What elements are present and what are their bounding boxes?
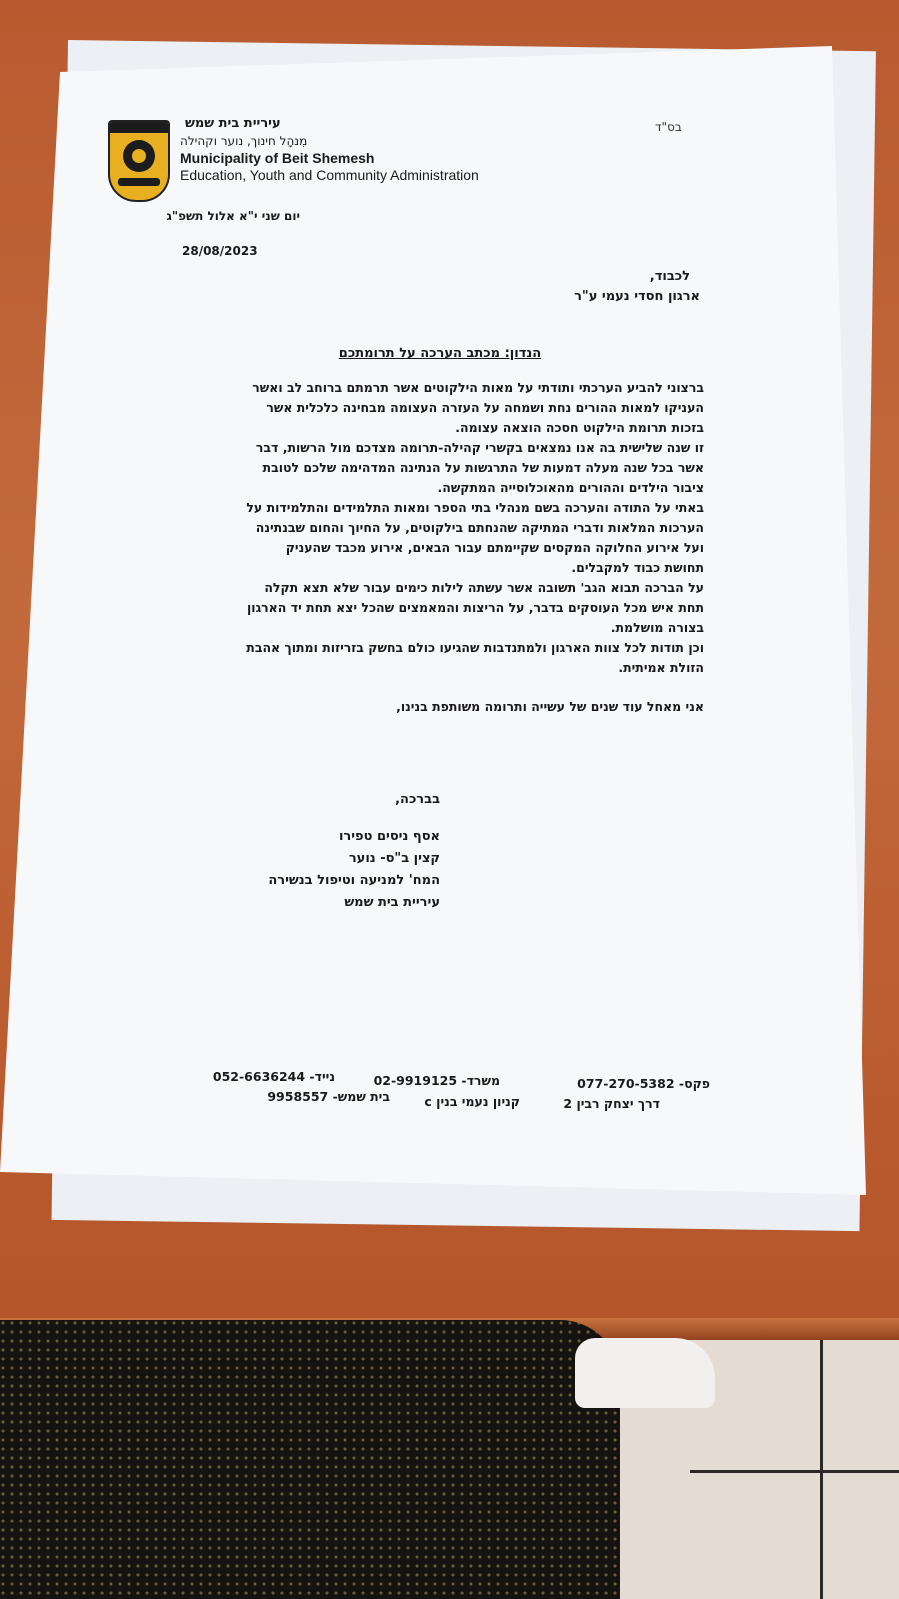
body-line: ציבור הילדים וההורים מהאוכלוסייה המתקשה. <box>437 480 704 495</box>
body-line: העניקו למאות ההורים נחת ושמחה על העזרה העצומה מבחינה כלכלית אשר <box>266 400 704 415</box>
body-line: ועל אירוע החלוקה המקסים שקיימתם עבור הבאים, אירוע מכבד שהעניק <box>285 540 704 555</box>
municipality-name-he: עיריית בית שמש <box>185 116 281 131</box>
footer-mobile: נייד- 052-6636244 <box>212 1069 335 1084</box>
white-shoe <box>575 1338 715 1408</box>
municipality-logo <box>108 120 170 202</box>
gregorian-date: 28/08/2023 <box>182 244 258 258</box>
body-line: אשר בכל שנה מעלה דמעות של התרגשות על הנתינה המדהימה שלכם לטובת <box>262 460 704 475</box>
municipality-name-en: Municipality of Beit Shemesh <box>180 150 375 166</box>
body-line: אני מאחל עוד שנים של עשייה ותרומה משותפת בנינו, <box>396 699 704 714</box>
recipient-name: ארגון חסדי נעמי ע"ר <box>574 289 700 304</box>
body-line: על הברכה תבוא הגב' תשובה אשר עשתה לילות כימים עבור שלא תצא תקלה <box>264 580 704 595</box>
footer-address-building: קניון נעמי בנין c <box>424 1094 520 1109</box>
subject-line: הנדון: מכתב הערכה על תרומתכם <box>338 346 542 361</box>
body-line: תחושת כבוד למקבלים. <box>571 560 704 575</box>
footer-address-city: בית שמש- 9958557 <box>267 1089 390 1104</box>
footer-fax: פקס- 077-270-5382 <box>577 1076 710 1091</box>
body-line: בצורה מושלמת. <box>610 620 704 635</box>
signer-name: אסף ניסים טפירו <box>338 829 440 844</box>
footer-address-street: דרך יצחק רבין 2 <box>563 1096 660 1111</box>
signer-title-1: קצין ב"ס- נוער <box>348 851 440 866</box>
body-line: באתי על התודה והערכה בשם מנהלי בתי הספר ומאות התלמידים והתלמידות על <box>246 500 704 515</box>
dark-fabric <box>0 1320 620 1599</box>
body-line: הערכות המלאות ודברי המתיקה שהנחתם בילקוטים, על החיוך והחום שבנתינה <box>255 520 704 535</box>
body-line: הזולת אמיתית. <box>618 660 704 675</box>
footer-office: משרד- 02-9919125 <box>373 1073 500 1088</box>
closing: בברכה, <box>395 792 440 807</box>
body-line: ברצוני להביע הערכתי ותודתי על מאות הילקוטים אשר תרמתם ברוחב לב ואשר <box>252 380 704 395</box>
body-line: בזכות תרומת הילקוט חסכה הוצאה עצומה. <box>455 420 704 435</box>
salutation: לכבוד, <box>649 269 690 284</box>
hebrew-date: יום שני י"א אלול תשפ"ג <box>166 209 300 223</box>
signer-org: עיריית בית שמש <box>344 895 440 910</box>
body-line: תחת איש מכל העוסקים בדבר, על הריצות והמאמצים שהכל יצא תחת יד הארגון <box>246 600 704 615</box>
signer-title-2: המח' למניעה וטיפול בנשירה <box>268 873 440 888</box>
department-name-en: Education, Youth and Community Administration <box>180 167 479 183</box>
body-line: וכן תודות לכל צוות הארגון ולמתנדבות שהגיעו כולם בחשק בזריזות ומתוך אהבת <box>246 640 704 655</box>
body-line: זו שנה שלישית בה אנו נמצאים בקשרי קהילה-תרומה מצדכם מול הרשות, דבר <box>255 440 704 455</box>
besd-mark: בס"ד <box>655 120 682 134</box>
department-name-he: מִנהָל חינוך, נוער וקהילה <box>180 134 308 148</box>
